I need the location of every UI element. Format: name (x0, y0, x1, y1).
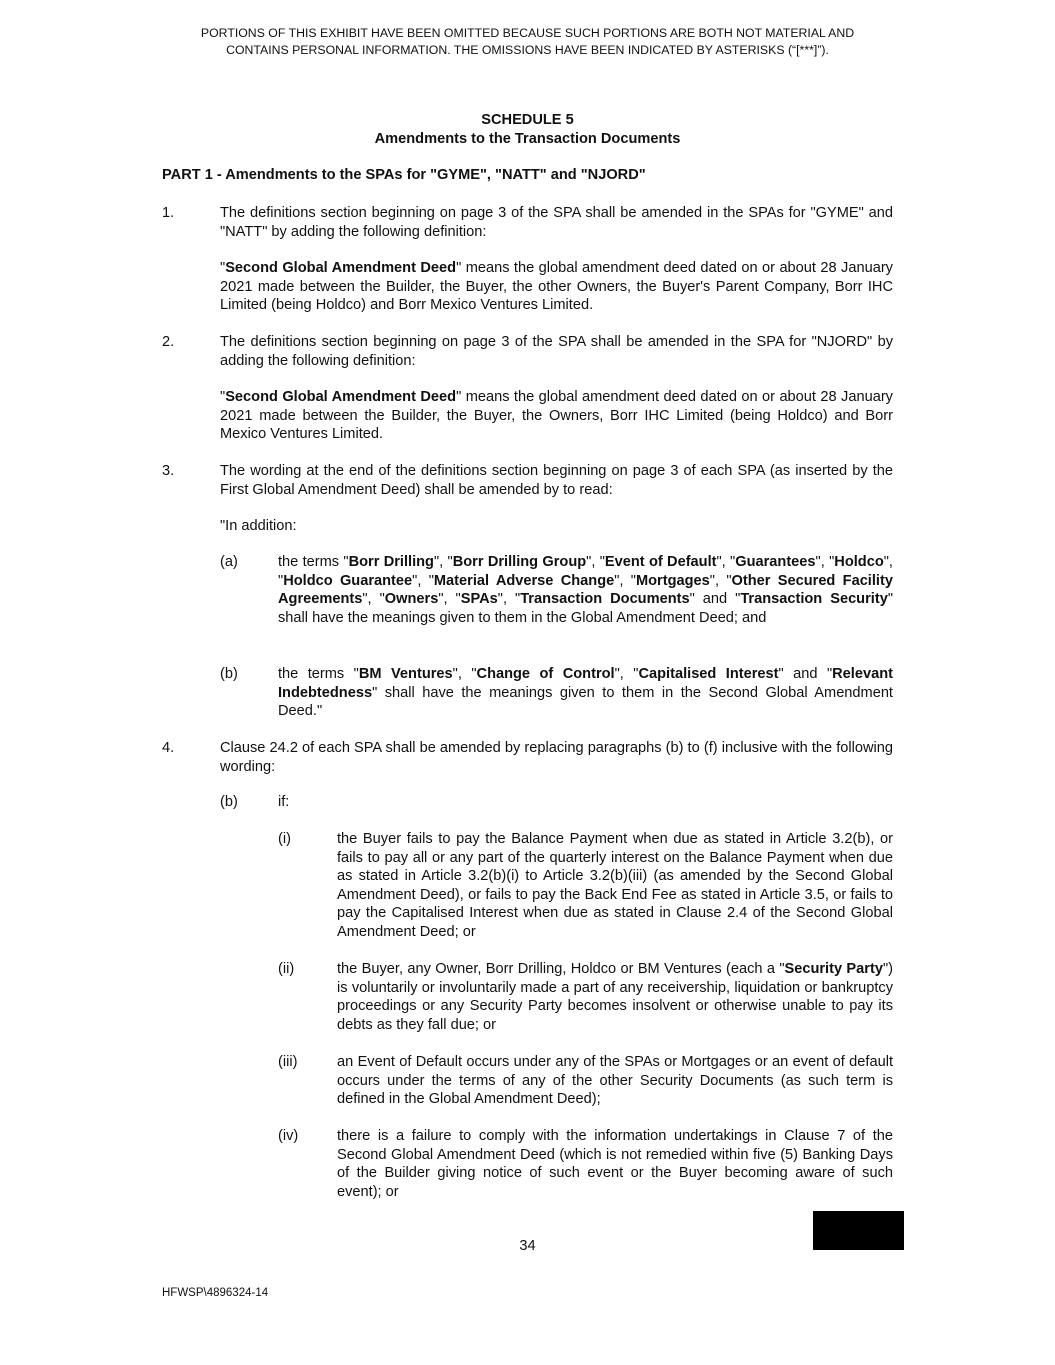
item-3-text: The wording at the end of the definitions section beginning on page 3 of each SPA (as inserted by the First Global Amendment Deed) shall be amended by to read: (220, 463, 893, 498)
omission-notice (140, 25, 915, 59)
notice-line-1: PORTIONS OF THIS EXHIBIT HAVE BEEN OMITTED BECAUSE SUCH PORTIONS ARE BOTH NOT MATERIAL AND (200, 26, 855, 40)
item-4-number: 4. (162, 740, 175, 756)
item-iii-text: an Event of Default occurs under any of the SPAs or Mortgages or an event of default occurs under the terms of any of the other Security Documents (as such term is defined in the Global Amendment Deed); (337, 1054, 893, 1108)
item-ii-number: (ii) (278, 961, 295, 977)
item-iv-number: (iv) (278, 1128, 299, 1144)
defined-term: Second Global Amendment Deed (225, 389, 457, 405)
schedule-subtitle: Amendments to the Transaction Documents (374, 131, 681, 147)
item-iv-text: there is a failure to comply with the information undertakings in Clause 7 of the Second Global Amendment Deed (which is not remedied within five (5) Banking Days of the Builder giving notice of such event or the Buyer becoming aware of such event); or (337, 1128, 893, 1200)
in-addition-text: "In addition: (220, 518, 297, 534)
item-4b-number: (b) (220, 794, 238, 810)
item-iii-number: (iii) (278, 1054, 298, 1070)
notice-line-2: CONTAINS PERSONAL INFORMATION. THE OMISSIONS HAVE BEEN INDICATED BY ASTERISKS (“[***]”). (226, 43, 829, 57)
item-3-number: 3. (162, 463, 175, 479)
item-i-number: (i) (278, 831, 291, 847)
item-3a-text: the terms "Borr Drilling", "Borr Drilling Group", "Event of Default", "Guarantees", "Holdco", "Holdco Guarantee", "Material Adverse Change", "Mortgages", "Other Secured Facility Agreements", "Owners", "SPAs", "Transaction Documents" and "Transaction Security" shall have the meanings given to them in the Global Amendment Deed; and (278, 554, 893, 626)
item-4b-text: if: (278, 794, 290, 810)
item-3a-number: (a) (220, 554, 238, 570)
item-3b-text: the terms "BM Ventures", "Change of Control", "Capitalised Interest" and "Relevant Indebtedness" shall have the meanings given to them in the Second Global Amendment Deed." (278, 666, 893, 720)
item-4-text: Clause 24.2 of each SPA shall be amended by replacing paragraphs (b) to (f) inclusive with the following wording: (220, 740, 893, 775)
item-ii-text: the Buyer, any Owner, Borr Drilling, Holdco or BM Ventures (each a "Security Party") is voluntarily or involuntarily made a part of any receivership, liquidation or bankruptcy proceedings or any Security Party becomes insolvent or otherwise unable to pay its debts as they fall due; or (337, 961, 893, 1033)
item-i-text: the Buyer fails to pay the Balance Payment when due as stated in Article 3.2(b), or fails to pay all or any part of the quarterly interest on the Balance Payment when due as stated in Article 3.2(b)(i) to Article 3.2(b)(iii) (as amended by the Second Global Amendment Deed), or fails to pay the Back End Fee as stated in Article 3.5, or fails to pay the Capitalised Interest when due as stated in Clause 2.4 of the Second Global Amendment Deed; or (337, 831, 893, 940)
definition-1: "Second Global Amendment Deed" means the global amendment deed dated on or about 28 January 2021 made between the Builder, the Buyer, the other Owners, the Buyer's Parent Company, Borr IHC Limited (being Holdco) and Borr Mexico Ventures Limited. (220, 260, 893, 314)
schedule-title: SCHEDULE 5 (481, 112, 574, 128)
item-1-number: 1. (162, 205, 175, 221)
item-1-text: The definitions section beginning on page 3 of the SPA shall be amended in the SPAs for "GYME" and "NATT" by adding the following definition: (220, 205, 893, 240)
footer-reference: HFWSP\4896324-14 (162, 1287, 269, 1299)
definition-2: "Second Global Amendment Deed" means the global amendment deed dated on or about 28 January 2021 made between the Builder, the Buyer, the Owners, Borr IHC Limited (being Holdco) and Borr Mexico Ventures Limited. (220, 389, 893, 443)
page-number: 34 (519, 1238, 536, 1254)
item-2-text: The definitions section beginning on page 3 of the SPA shall be amended in the SPA for "NJORD" by adding the following definition: (220, 334, 893, 369)
item-2-number: 2. (162, 334, 175, 350)
part-heading: PART 1 - Amendments to the SPAs for "GYME", "NATT" and "NJORD" (162, 167, 646, 183)
item-3b-number: (b) (220, 666, 238, 682)
defined-term: Second Global Amendment Deed (225, 260, 457, 276)
